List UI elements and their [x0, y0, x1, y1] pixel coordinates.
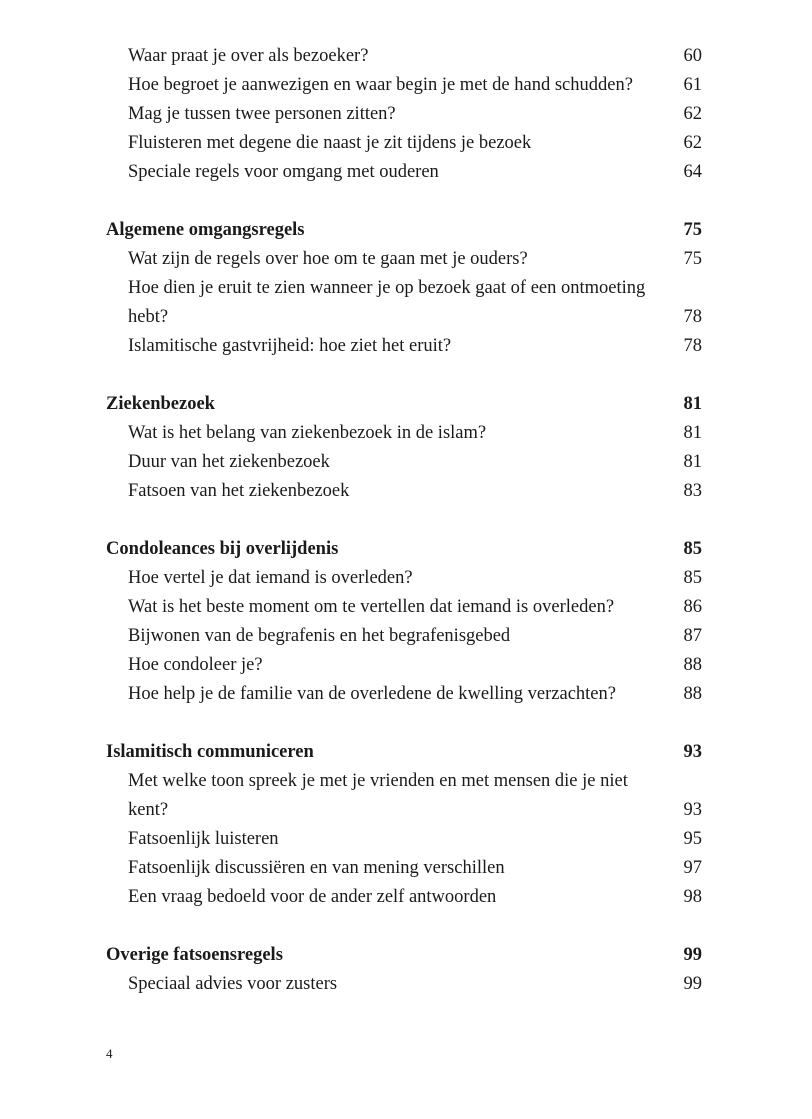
section-page: 99 [683, 945, 702, 965]
section-title: Islamitisch communiceren [106, 742, 314, 762]
entry-page: 87 [683, 626, 702, 646]
entry-title: Fatsoenlijk discussiëren en van mening verschillen [128, 858, 505, 878]
entry-title: Hoe condoleer je? [128, 655, 263, 675]
toc-entry[interactable] [106, 42, 702, 71]
section-title: Algemene omgangsregels [106, 220, 305, 240]
toc-section-heading[interactable] [106, 216, 702, 245]
entry-title: Fluisteren met degene die naast je zit tijdens je bezoek [128, 133, 532, 153]
spacer [106, 506, 702, 535]
entry-page: 88 [683, 684, 702, 704]
entry-title: Speciale regels voor omgang met ouderen [128, 162, 439, 182]
spacer [106, 912, 702, 941]
toc-entry[interactable] [106, 71, 702, 100]
entry-title: Mag je tussen twee personen zitten? [128, 104, 396, 124]
entry-title: Fatsoenlijk luisteren [128, 829, 279, 849]
toc-entry[interactable] [106, 767, 702, 825]
toc-entry[interactable] [106, 100, 702, 129]
entry-title: Hoe help je de familie van de overledene de kwelling verzachten? [128, 684, 616, 704]
toc-entry[interactable] [106, 274, 702, 332]
entry-page: 93 [683, 800, 702, 820]
entry-title: Bijwonen van de begrafenis en het begrafenisgebed [128, 626, 511, 646]
entry-page: 88 [683, 655, 702, 675]
spacer [106, 361, 702, 390]
toc-entry[interactable] [106, 970, 702, 999]
entry-page: 64 [683, 162, 702, 182]
toc-entry[interactable] [106, 448, 702, 477]
entry-title: Speciaal advies voor zusters [128, 974, 338, 994]
entry-title: Hoe begroet je aanwezigen en waar begin je met de hand schudden? [128, 75, 633, 95]
entry-page: 95 [683, 829, 702, 849]
section-title: Condoleances bij overlijdenis [106, 539, 339, 559]
toc-section-heading[interactable] [106, 390, 702, 419]
toc-entry[interactable] [106, 477, 702, 506]
entry-page: 62 [683, 133, 702, 153]
toc-entry[interactable] [106, 680, 702, 709]
entry-title: Hoe vertel je dat iemand is overleden? [128, 568, 413, 588]
toc-entry[interactable] [106, 854, 702, 883]
section-page: 81 [683, 394, 702, 414]
entry-title: Wat is het belang van ziekenbezoek in de islam? [128, 423, 487, 443]
entry-page: 98 [683, 887, 702, 907]
entry-title-continued: hebt? [128, 307, 169, 327]
entry-page: 99 [683, 974, 702, 994]
toc-entry[interactable] [106, 593, 702, 622]
toc-section-heading[interactable] [106, 941, 702, 970]
toc-section-heading[interactable] [106, 738, 702, 767]
entry-title: Hoe dien je eruit te zien wanneer je op bezoek gaat of een ontmoeting [128, 278, 646, 298]
entry-page: 85 [683, 568, 702, 588]
toc-entry[interactable] [106, 564, 702, 593]
entry-title: Duur van het ziekenbezoek [128, 452, 330, 472]
toc-entry[interactable] [106, 825, 702, 854]
entry-page: 83 [683, 481, 702, 501]
entry-page: 62 [683, 104, 702, 124]
toc-entry[interactable] [106, 332, 702, 361]
entry-page: 78 [683, 336, 702, 356]
entry-page: 86 [683, 597, 702, 617]
toc-entry[interactable] [106, 158, 702, 187]
entry-title: Een vraag bedoeld voor de ander zelf antwoorden [128, 887, 497, 907]
entry-page: 61 [683, 75, 702, 95]
entry-page: 75 [683, 249, 702, 269]
spacer [106, 187, 702, 216]
entry-title: Met welke toon spreek je met je vrienden en met mensen die je niet [128, 771, 628, 791]
section-page: 75 [683, 220, 702, 240]
toc-entry[interactable] [106, 622, 702, 651]
entry-page: 81 [683, 452, 702, 472]
spacer [106, 709, 702, 738]
toc-entry[interactable] [106, 883, 702, 912]
entry-page: 60 [683, 46, 702, 66]
section-page: 85 [683, 539, 702, 559]
toc-entry[interactable] [106, 245, 702, 274]
entry-title: Waar praat je over als bezoeker? [128, 46, 369, 66]
toc-entry[interactable] [106, 419, 702, 448]
toc-entry[interactable] [106, 129, 702, 158]
table-of-contents [106, 42, 702, 999]
section-title: Ziekenbezoek [106, 394, 215, 414]
toc-entry[interactable] [106, 651, 702, 680]
entry-page: 97 [683, 858, 702, 878]
entry-page: 78 [683, 307, 702, 327]
page-number: 4 [106, 1046, 113, 1061]
section-title: Overige fatsoensregels [106, 945, 283, 965]
entry-title-continued: kent? [128, 800, 169, 820]
entry-title: Wat is het beste moment om te vertellen dat iemand is overleden? [128, 597, 615, 617]
toc-section-heading[interactable] [106, 535, 702, 564]
entry-title: Fatsoen van het ziekenbezoek [128, 481, 350, 501]
entry-page: 81 [683, 423, 702, 443]
entry-title: Islamitische gastvrijheid: hoe ziet het eruit? [128, 336, 452, 356]
section-page: 93 [683, 742, 702, 762]
entry-title: Wat zijn de regels over hoe om te gaan met je ouders? [128, 249, 528, 269]
